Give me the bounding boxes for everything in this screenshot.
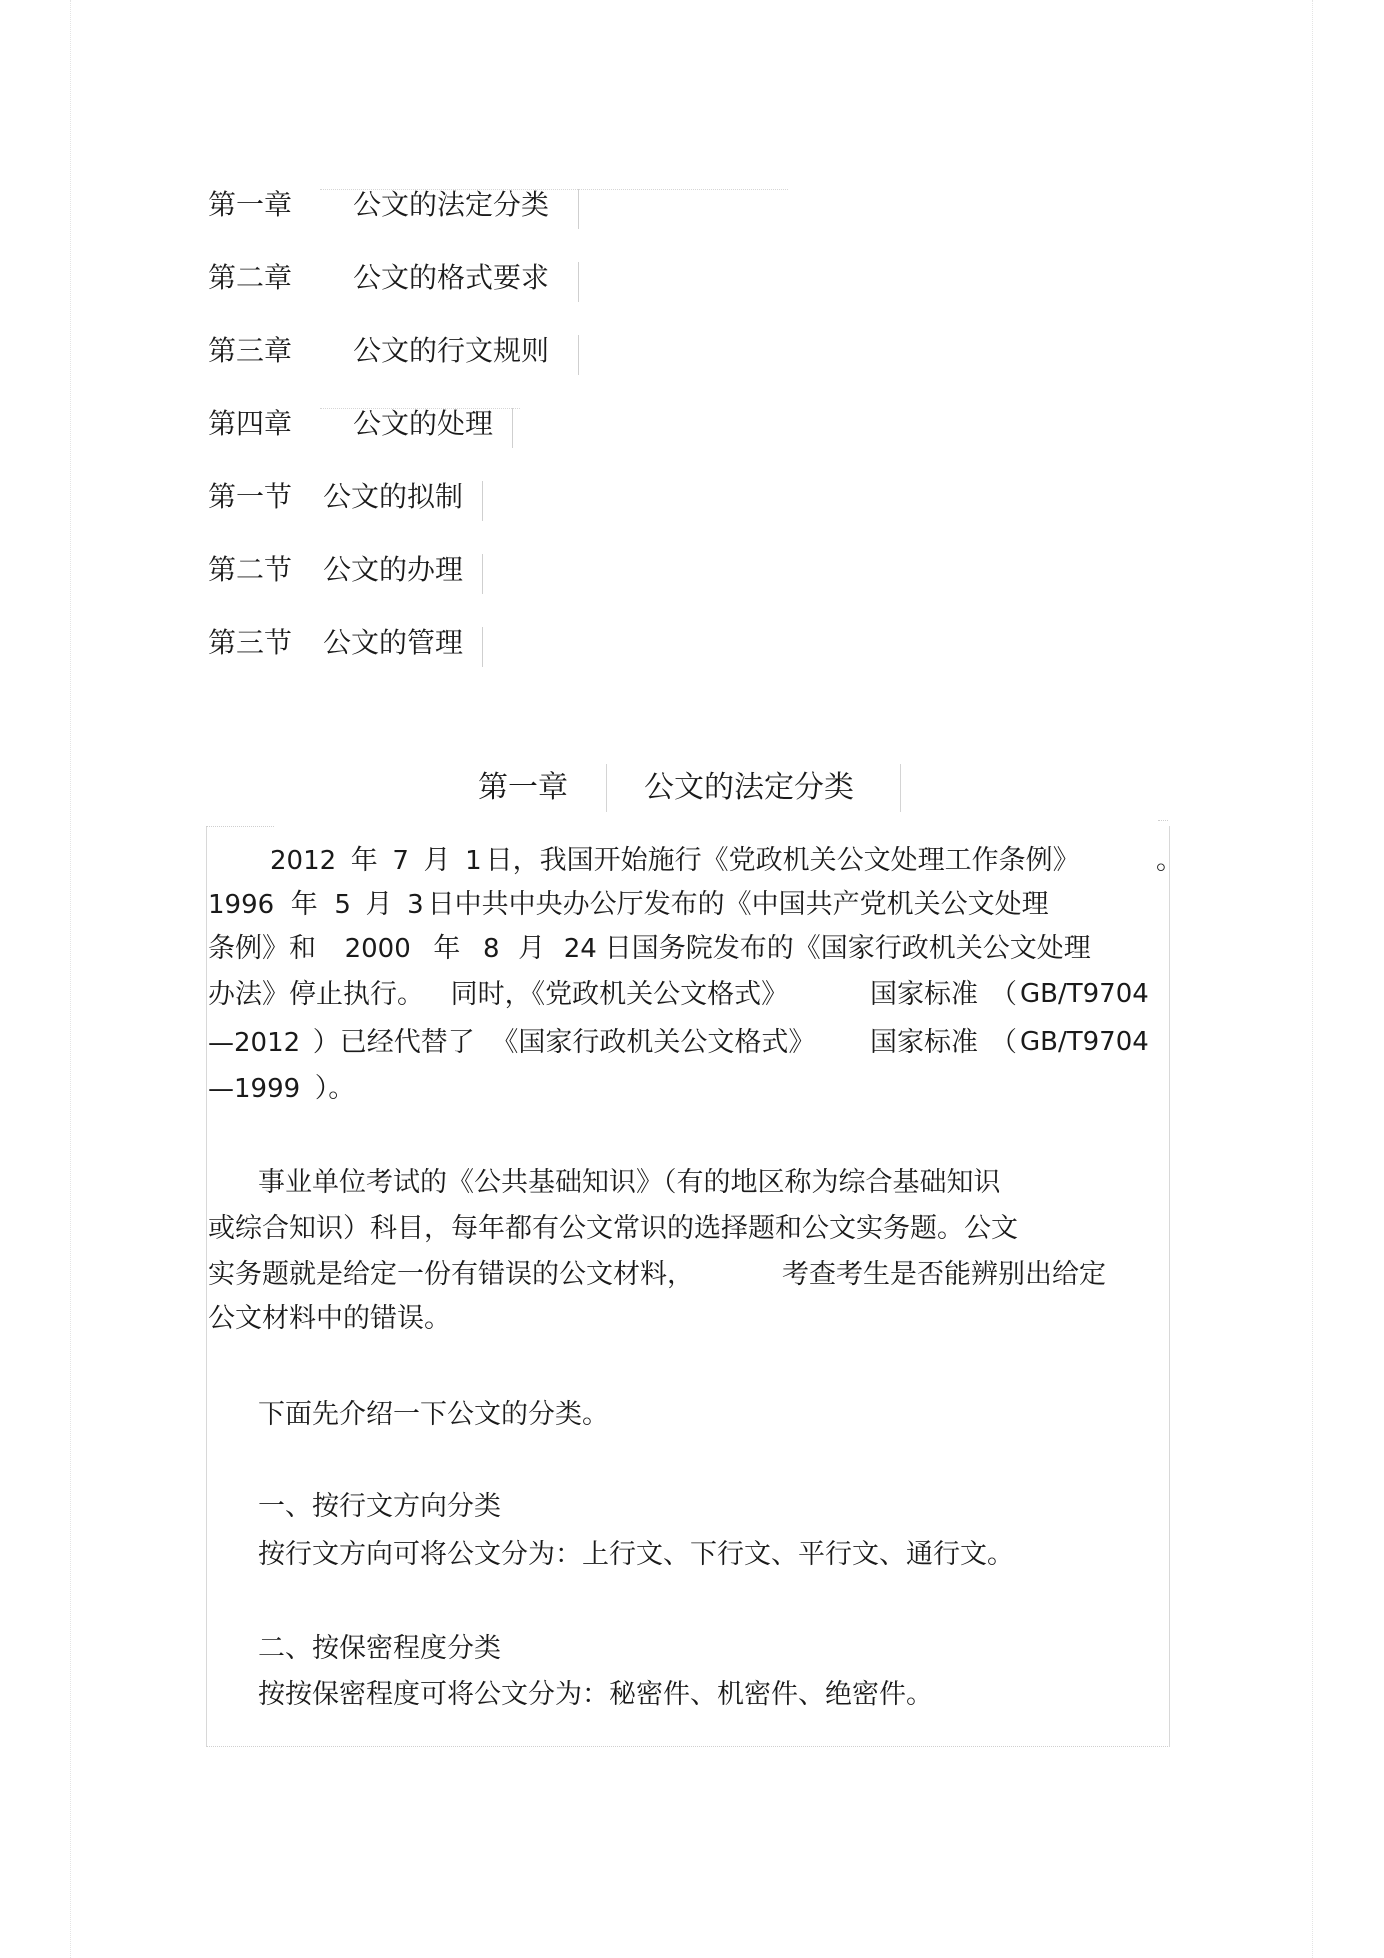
toc-title: 公文的处理 — [353, 407, 494, 440]
intro-line-3 — [208, 926, 1168, 972]
text: 实务题就是给定一份有错误的公文材料， — [208, 1259, 694, 1290]
section-heading — [208, 1484, 1168, 1529]
year-2000: 2000 — [344, 934, 411, 964]
toc-divider — [320, 408, 520, 409]
year-1996: 1996 — [208, 890, 275, 920]
toc-item[interactable] — [208, 550, 549, 623]
text: 或综合知识）科目，每年都有公文常识的选择题和公文实务题。公文 — [208, 1213, 1018, 1244]
toc-rule — [578, 262, 579, 302]
day: 3 — [407, 890, 424, 920]
toc-number: 第三节 — [208, 626, 293, 659]
month: 5 — [334, 890, 351, 920]
toc-rule — [482, 627, 483, 667]
text: 月 — [518, 933, 546, 964]
text: 年 — [290, 889, 318, 920]
text: 办法》停止执行。 — [208, 979, 424, 1010]
toc-item[interactable] — [208, 258, 549, 331]
text: 月 — [423, 845, 451, 876]
text: 年 — [433, 933, 461, 964]
toc-number: 第四章 — [208, 407, 293, 440]
toc-title: 公文的管理 — [323, 626, 464, 659]
toc-number: 第一章 — [208, 188, 293, 221]
text: （ — [990, 1027, 1017, 1058]
toc-divider — [320, 189, 788, 190]
text: 考查考生是否能辨别出给定 — [782, 1259, 1106, 1290]
toc-title: 公文的格式要求 — [353, 261, 550, 294]
exam-line-3 — [208, 1252, 1168, 1297]
text: 条例》和 — [208, 933, 316, 964]
intro-line-1 — [208, 838, 1183, 884]
text: 公文材料中的错误。 — [208, 1303, 451, 1334]
text: 日中共中央办公厅发布的《中国共产党机关公文处理 — [427, 889, 1049, 920]
text: 日，我国开始施行《党政机关公文处理工作条例》 — [485, 845, 1080, 876]
intro-line-4 — [208, 972, 1168, 1017]
toc-item[interactable] — [208, 623, 549, 696]
toc-rule — [482, 554, 483, 594]
toc-number: 第一节 — [208, 480, 293, 513]
frame-tick — [1158, 820, 1168, 821]
year-2012: 2012 — [270, 846, 337, 876]
toc-item[interactable] — [208, 404, 549, 477]
text: ）已经代替了 — [312, 1027, 475, 1058]
text: 《国家行政机关公文格式》 — [491, 1027, 816, 1058]
table-of-contents — [208, 185, 549, 696]
standard-year: —2012 — [208, 1028, 301, 1058]
toc-item[interactable] — [208, 185, 549, 258]
classification-intro — [208, 1392, 1168, 1437]
toc-title: 公文的办理 — [323, 553, 464, 586]
text: 国家标准 — [870, 1027, 978, 1058]
exam-line-2 — [208, 1206, 1168, 1251]
heading-rule — [900, 764, 901, 812]
text: ）。 — [314, 1073, 356, 1104]
toc-rule — [578, 189, 579, 229]
toc-number: 第三章 — [208, 334, 293, 367]
chapter-heading-number: 第一章 — [478, 770, 568, 805]
section-body — [208, 1532, 1168, 1577]
text: （ — [990, 979, 1017, 1010]
exam-line-4 — [208, 1296, 1168, 1341]
toc-item[interactable] — [208, 477, 549, 550]
toc-rule — [578, 335, 579, 375]
section-body — [208, 1672, 1168, 1717]
month: 8 — [482, 934, 500, 964]
month: 7 — [392, 846, 409, 876]
standard-code: GB/T9704 — [1020, 979, 1149, 1009]
toc-number: 第二节 — [208, 553, 293, 586]
day: 1 — [465, 846, 482, 876]
text: 月 — [365, 889, 393, 920]
text: 事业单位考试的《公共基础知识》（有的地区称为综合基础知识 — [258, 1167, 1001, 1198]
text: 按行文方向可将公文分为：上行文、下行文、平行文、通行文。 — [258, 1539, 1014, 1570]
toc-rule — [512, 408, 513, 448]
section-heading — [208, 1626, 1168, 1671]
standard-code: GB/T9704 — [1020, 1027, 1149, 1057]
intro-line-6 — [208, 1066, 1168, 1112]
text: 国家标准 — [870, 979, 978, 1010]
text: 同时，《党政机关公文格式》 — [450, 979, 789, 1010]
heading-rule — [606, 764, 607, 812]
toc-item[interactable] — [208, 331, 549, 404]
day: 24 — [563, 934, 597, 964]
toc-title: 公文的拟制 — [323, 480, 464, 513]
text: 按按保密程度可将公文分为：秘密件、机密件、绝密件。 — [258, 1679, 933, 1710]
text: 一、按行文方向分类 — [258, 1491, 501, 1522]
intro-line-2 — [208, 882, 1168, 928]
text: 年 — [350, 845, 378, 876]
frame-tick — [206, 826, 274, 827]
exam-line-1 — [208, 1160, 1168, 1205]
page-edge-right — [1312, 0, 1313, 1958]
toc-rule — [482, 481, 483, 521]
text: 。 — [1156, 845, 1183, 876]
toc-number: 第二章 — [208, 261, 293, 294]
text: 日国务院发布的《国家行政机关公文处理 — [604, 933, 1091, 964]
intro-line-5 — [208, 1020, 1168, 1066]
text: 下面先介绍一下公文的分类。 — [258, 1399, 609, 1430]
standard-year: —1999 — [208, 1074, 301, 1104]
toc-title: 公文的法定分类 — [353, 188, 550, 221]
text: 二、按保密程度分类 — [258, 1633, 501, 1664]
page-edge-left — [70, 0, 71, 1958]
chapter-heading-title: 公文的法定分类 — [644, 770, 854, 805]
toc-title: 公文的行文规则 — [353, 334, 550, 367]
